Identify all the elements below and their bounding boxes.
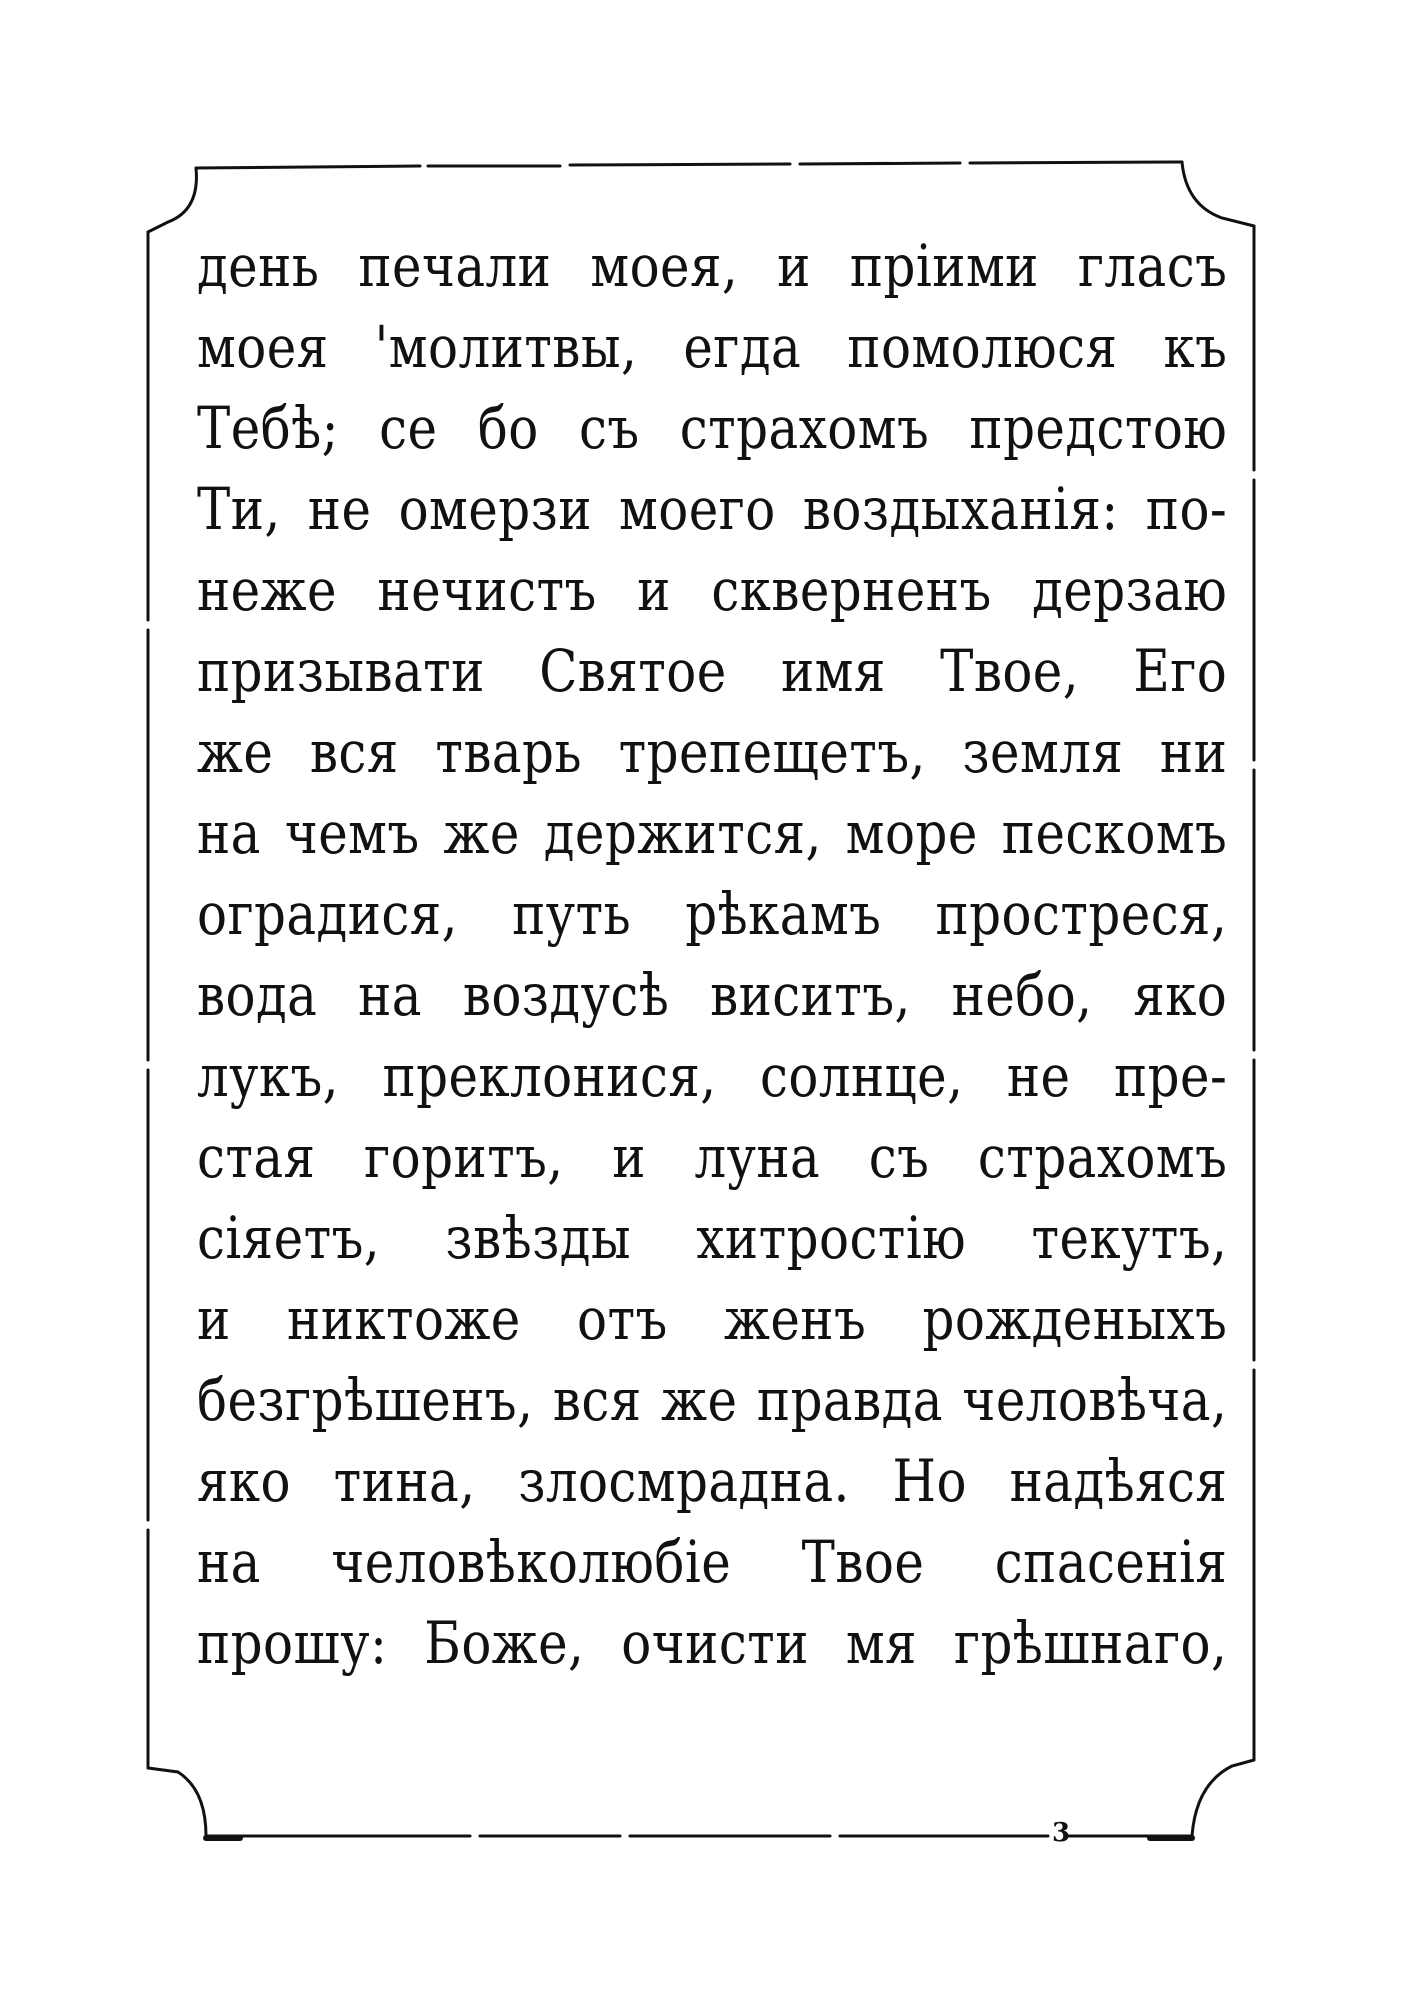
word: человѣколюбіе xyxy=(331,1528,732,1596)
prayer-text xyxy=(197,226,1227,1684)
text-line-4 xyxy=(197,469,1227,550)
page-number: 3 xyxy=(1052,1818,1071,1848)
word: къ xyxy=(1163,313,1228,381)
text-line-10 xyxy=(197,955,1227,1036)
word: ни xyxy=(1159,718,1228,786)
word: скверненъ xyxy=(711,556,992,624)
word: же xyxy=(443,799,520,867)
word: тина, xyxy=(333,1447,476,1515)
word: лукъ, xyxy=(197,1042,339,1110)
word: женъ xyxy=(724,1285,867,1353)
word: яко xyxy=(1133,961,1228,1029)
word: Ти, xyxy=(197,475,281,543)
word: же xyxy=(661,1366,738,1434)
word: не xyxy=(307,475,372,543)
word: рѣкамъ xyxy=(685,880,882,948)
word: дерзаю xyxy=(1032,556,1228,624)
word: пре- xyxy=(1114,1042,1228,1110)
word: гласъ xyxy=(1077,232,1228,300)
word: мя xyxy=(845,1609,917,1677)
word: Тебѣ; xyxy=(197,394,339,462)
word: и xyxy=(197,1285,231,1353)
word: воздыханія: xyxy=(802,475,1119,543)
word: сіяетъ, xyxy=(197,1204,381,1272)
word: вода xyxy=(197,961,318,1029)
text-line-17 xyxy=(197,1522,1227,1603)
word: страхомъ xyxy=(977,1123,1228,1191)
word: неже xyxy=(197,556,337,624)
word: вся xyxy=(552,1366,642,1434)
text-line-2 xyxy=(197,307,1227,388)
word: Твое xyxy=(801,1528,925,1596)
word: путь xyxy=(512,880,632,948)
word: виситъ, xyxy=(710,961,911,1029)
word: съ xyxy=(868,1123,930,1191)
word: небо, xyxy=(951,961,1093,1029)
word: солнце, xyxy=(760,1042,964,1110)
word: текутъ, xyxy=(1031,1204,1228,1272)
word: пріими xyxy=(849,232,1039,300)
word: рожденыхъ xyxy=(922,1285,1228,1353)
word: преклонися, xyxy=(382,1042,717,1110)
word: страхомъ xyxy=(679,394,930,462)
word: простреся, xyxy=(935,880,1228,948)
text-line-12 xyxy=(197,1117,1227,1198)
word: печали xyxy=(358,232,552,300)
text-line-8 xyxy=(197,793,1227,874)
word: воздусѣ xyxy=(462,961,670,1029)
text-line-6 xyxy=(197,631,1227,712)
text-line-5 xyxy=(197,550,1227,631)
word: надѣяся xyxy=(1009,1447,1228,1515)
word: тварь xyxy=(435,718,582,786)
word: вся xyxy=(309,718,399,786)
word: бо xyxy=(477,394,539,462)
word: призывати xyxy=(197,637,485,705)
word: на xyxy=(197,799,261,867)
text-line-15 xyxy=(197,1360,1227,1441)
word: и xyxy=(637,556,671,624)
text-line-14 xyxy=(197,1279,1227,1360)
text-line-9 xyxy=(197,874,1227,955)
word: звѣзды xyxy=(445,1204,632,1272)
word: на xyxy=(358,961,422,1029)
word: хитростію xyxy=(696,1204,967,1272)
word: Его xyxy=(1133,637,1228,705)
text-line-18 xyxy=(197,1603,1227,1684)
word: отъ xyxy=(577,1285,668,1353)
word: земля xyxy=(962,718,1124,786)
word: день xyxy=(197,232,320,300)
word: по- xyxy=(1145,475,1228,543)
word: спасенія xyxy=(994,1528,1228,1596)
word: се xyxy=(379,394,438,462)
text-line-11 xyxy=(197,1036,1227,1117)
word: злосмрадна. xyxy=(518,1447,850,1515)
word: предстою xyxy=(969,394,1228,462)
word: моея, xyxy=(590,232,739,300)
word: горитъ, xyxy=(364,1123,564,1191)
text-line-3 xyxy=(197,388,1227,469)
word: 'молитвы, xyxy=(374,313,638,381)
word: стая xyxy=(197,1123,316,1191)
word: безгрѣшенъ, xyxy=(197,1366,534,1434)
word: и xyxy=(777,232,811,300)
word: прошу: xyxy=(197,1609,388,1677)
word: грѣшнаго, xyxy=(953,1609,1228,1677)
word: и xyxy=(612,1123,646,1191)
word: никтоже xyxy=(287,1285,521,1353)
word: пескомъ xyxy=(1001,799,1228,867)
word: яко xyxy=(197,1447,291,1515)
word: трепещетъ, xyxy=(618,718,926,786)
word: человѣча, xyxy=(962,1366,1228,1434)
word: моего xyxy=(619,475,776,543)
word: Боже, xyxy=(424,1609,585,1677)
text-line-13 xyxy=(197,1198,1227,1279)
word: Святое xyxy=(539,637,727,705)
text-line-7 xyxy=(197,712,1227,793)
word: помолюся xyxy=(847,313,1118,381)
word: очисти xyxy=(621,1609,809,1677)
text-line-1 xyxy=(197,226,1227,307)
word: луна xyxy=(694,1123,821,1191)
word: Твое, xyxy=(940,637,1080,705)
word: чемъ xyxy=(284,799,420,867)
word: держится, xyxy=(543,799,822,867)
word: же xyxy=(197,718,274,786)
word: правда xyxy=(756,1366,943,1434)
word: не xyxy=(1006,1042,1071,1110)
text-line-16 xyxy=(197,1441,1227,1522)
word: оградися, xyxy=(197,880,458,948)
word: на xyxy=(197,1528,261,1596)
word: омерзи xyxy=(398,475,592,543)
word: Но xyxy=(892,1447,967,1515)
word: море xyxy=(845,799,978,867)
word: егда xyxy=(683,313,802,381)
word: нечистъ xyxy=(377,556,597,624)
word: имя xyxy=(780,637,886,705)
word: съ xyxy=(578,394,640,462)
word: моея xyxy=(197,313,329,381)
